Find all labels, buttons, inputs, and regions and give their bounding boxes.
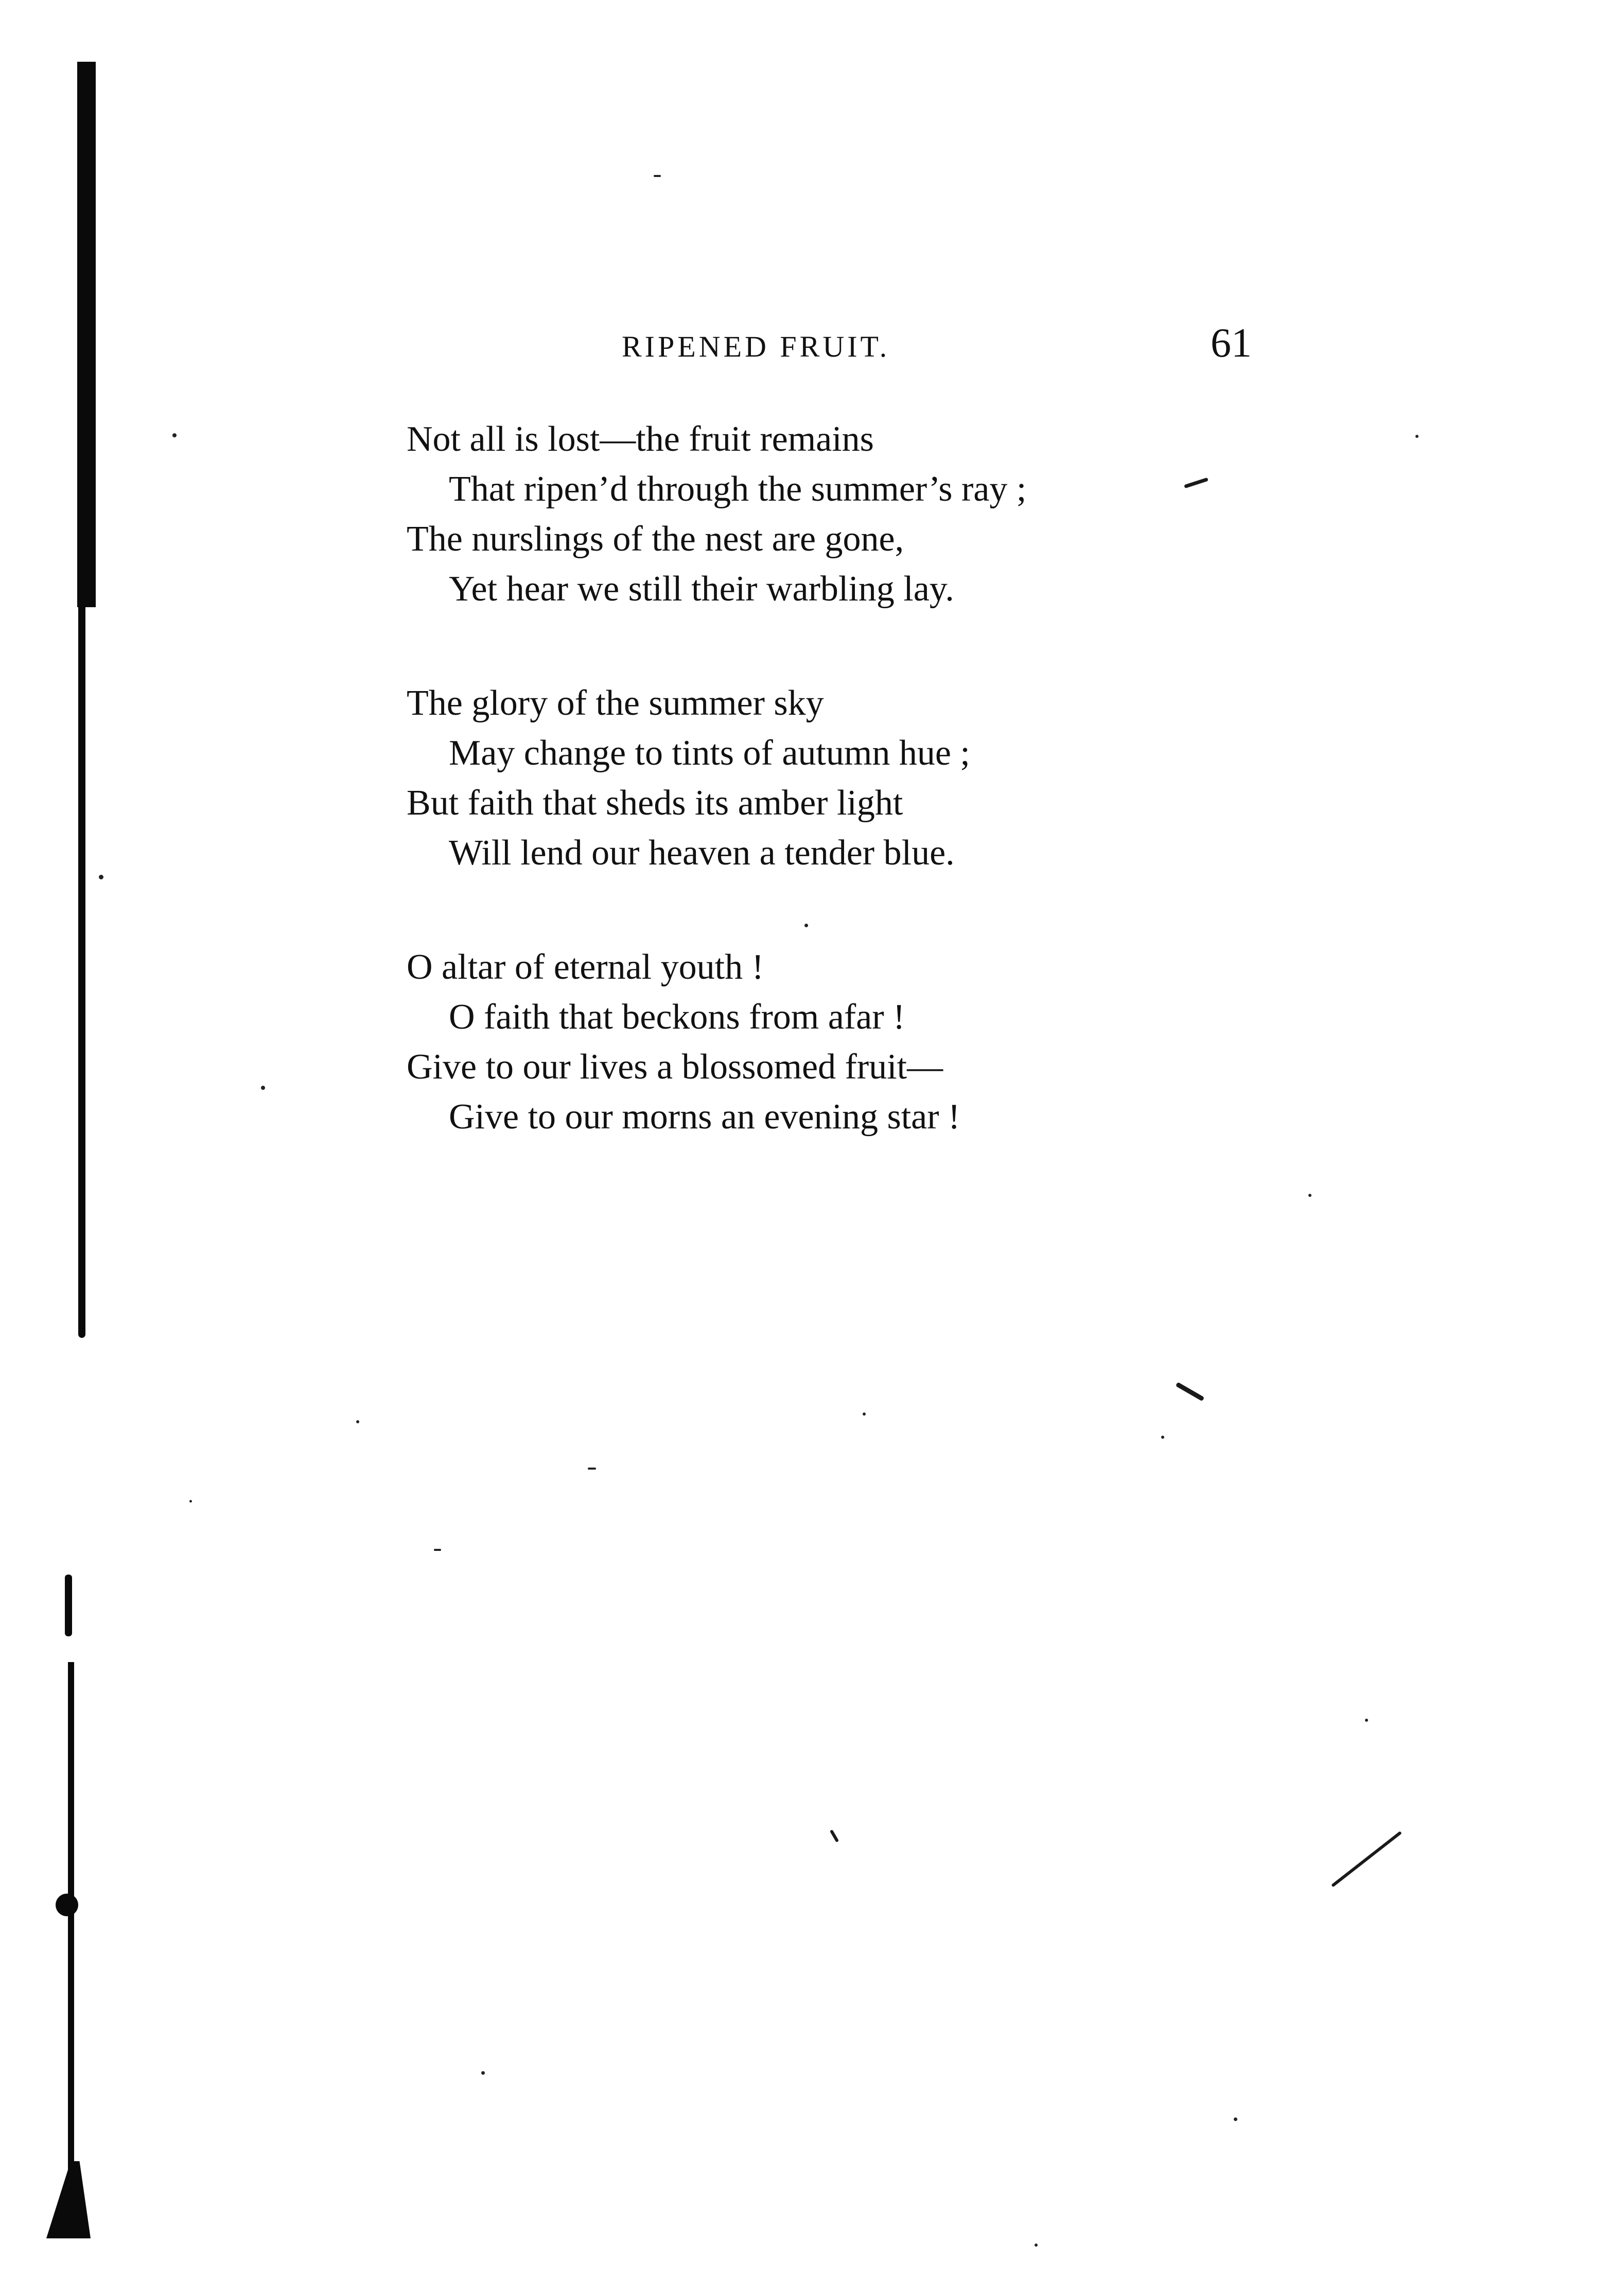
- poem-line: But faith that sheds its amber light: [407, 783, 903, 823]
- binding-edge-mark: [65, 1575, 72, 1636]
- poem: [407, 414, 1282, 1206]
- scan-speck: [356, 1420, 359, 1423]
- poem-line: O altar of eternal youth !: [407, 947, 764, 987]
- scan-speck: [588, 1468, 596, 1470]
- poem-line: Give to our lives a blossomed fruit—: [407, 1047, 943, 1087]
- poem-line: Not all is lost—the fruit remains: [407, 419, 874, 459]
- scan-speck: [434, 1549, 441, 1551]
- stanza-1: [407, 414, 1282, 614]
- scan-speck: [261, 1086, 265, 1090]
- scan-speck: [1234, 2117, 1237, 2121]
- scan-speck: [1415, 435, 1419, 438]
- poem-line: Give to our morns an evening star !: [449, 1097, 960, 1137]
- poem-line: O faith that beckons from afar !: [449, 997, 905, 1037]
- scan-speck: [804, 924, 808, 927]
- scan-speck: [830, 1829, 839, 1843]
- scan-speck: [1161, 1436, 1164, 1439]
- scan-speck: [1331, 1831, 1402, 1887]
- scan-speck: [654, 175, 661, 177]
- scan-speck: [1035, 2244, 1038, 2247]
- scan-speck: [1176, 1382, 1204, 1402]
- scan-speck: [1365, 1719, 1368, 1722]
- scan-speck: [189, 1500, 192, 1503]
- scan-speck: [1308, 1194, 1311, 1197]
- scan-speck: [481, 2071, 485, 2075]
- poem-line: That ripen’d through the summer’s ray ;: [449, 469, 1027, 509]
- binding-edge-lower: [68, 1662, 74, 2192]
- binding-edge-knob: [56, 1894, 78, 1916]
- running-title: RIPENED FRUIT.: [622, 330, 890, 363]
- poem-line: Yet hear we still their warbling lay.: [449, 569, 954, 609]
- poem-line: The nurslings of the nest are gone,: [407, 519, 904, 559]
- poem-line: The glory of the summer sky: [407, 683, 824, 723]
- stanza-2: [407, 678, 1282, 878]
- binding-edge-foot: [46, 2161, 91, 2238]
- poem-line: Will lend our heaven a tender blue.: [449, 833, 955, 873]
- page-number: 61: [1211, 321, 1252, 366]
- binding-edge-shadow-taper: [78, 607, 85, 1338]
- binding-edge-shadow: [77, 62, 96, 607]
- stanza-3: [407, 942, 1282, 1142]
- scan-speck: [99, 875, 103, 879]
- scan-speck: [863, 1412, 866, 1416]
- poem-line: May change to tints of autumn hue ;: [449, 733, 970, 773]
- scan-speck: [172, 433, 177, 437]
